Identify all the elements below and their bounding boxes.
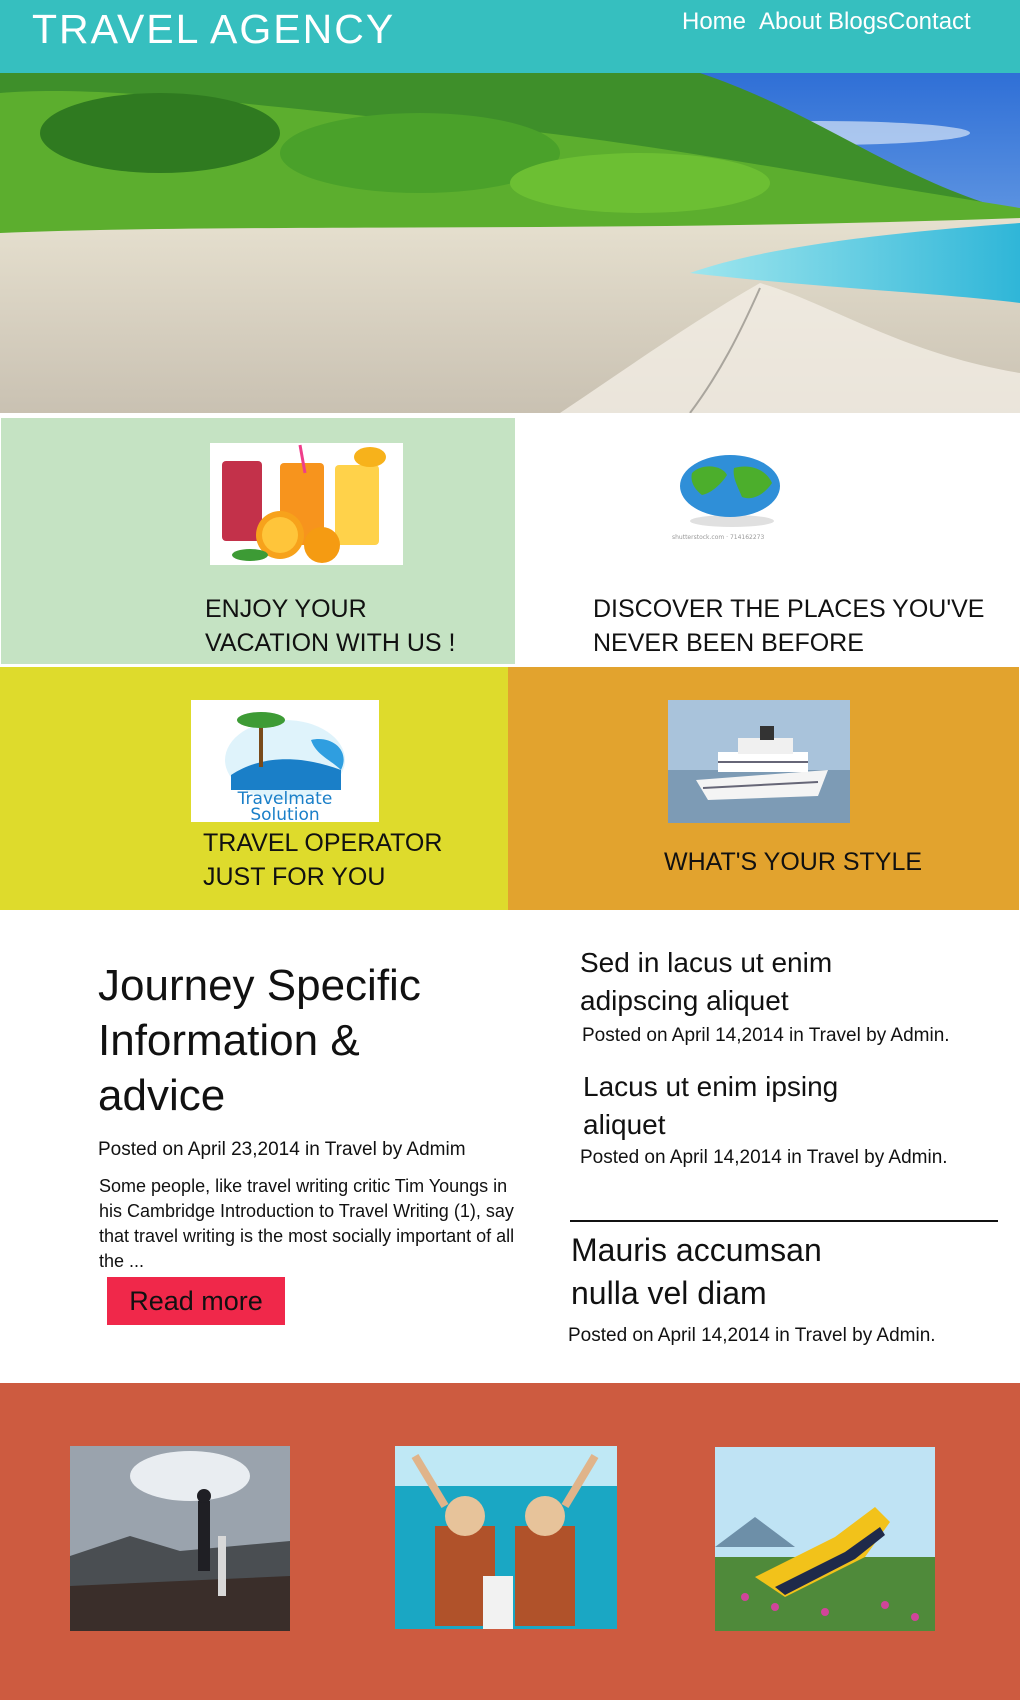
feature-operator-text: TRAVEL OPERATOR JUST FOR YOU [203,829,443,891]
side-post-title[interactable]: Sed in lacus ut enim adipscing aliquet [580,947,833,1016]
train-photo[interactable] [715,1447,935,1631]
main-post-meta: Posted on April 23,2014 in Travel by Admim [98,1139,466,1160]
site-logo[interactable]: TRAVEL AGENCY [32,6,396,52]
juice-image [210,443,403,565]
feature-discover-text: DISCOVER THE PLACES YOU'VE NEVER BEEN BEFORE [593,595,985,657]
globe-caption: shutterstock.com · 714162273 [672,534,765,541]
beach-chairs-photo[interactable] [395,1446,617,1629]
cruise-ship-image [668,700,850,823]
nav-blogs[interactable]: Blogs [828,8,889,35]
feature-operator[interactable] [0,667,508,910]
feature-vacation-text: ENJOY YOUR VACATION WITH US ! [205,595,456,657]
globe-image [672,453,792,543]
feature-style[interactable] [508,667,1019,910]
main-post-title[interactable]: Journey Specific Information & advice [98,961,421,1120]
side-post-title[interactable]: Mauris accumsan nulla vel diam [571,1232,822,1311]
side-post-meta: Posted on April 14,2014 in Travel by Admin. [580,1147,948,1168]
nav-about[interactable]: About [759,8,822,35]
side-post-title[interactable]: Lacus ut enim ipsing aliquet [583,1071,839,1140]
nav-contact[interactable]: Contact [888,8,971,35]
site-header [0,0,1020,73]
nav-home[interactable]: Home [682,8,747,35]
feature-style-text: WHAT'S YOUR STYLE [664,848,923,876]
footer-gallery [0,1383,1020,1700]
svg-text:Solution: Solution [250,805,320,822]
read-more-button[interactable]: Read more [107,1277,285,1325]
divider [570,1220,998,1222]
hero-beach-image [0,73,1020,413]
side-post-meta: Posted on April 14,2014 in Travel by Admin. [568,1325,936,1346]
side-post-meta: Posted on April 14,2014 in Travel by Admin. [582,1025,950,1046]
travelmate-logo-image [191,700,379,822]
main-post-excerpt: Some people, like travel writing critic Tim Youngs in his Cambridge Introduction to Travel Writing (1), say that travel writing is the most socially important of all the ... [99,1176,515,1271]
svg-text:Travelmate: Travelmate [237,789,333,809]
hiker-photo[interactable] [70,1446,290,1631]
feature-vacation[interactable] [1,418,515,664]
feature-discover[interactable] [516,418,1019,664]
